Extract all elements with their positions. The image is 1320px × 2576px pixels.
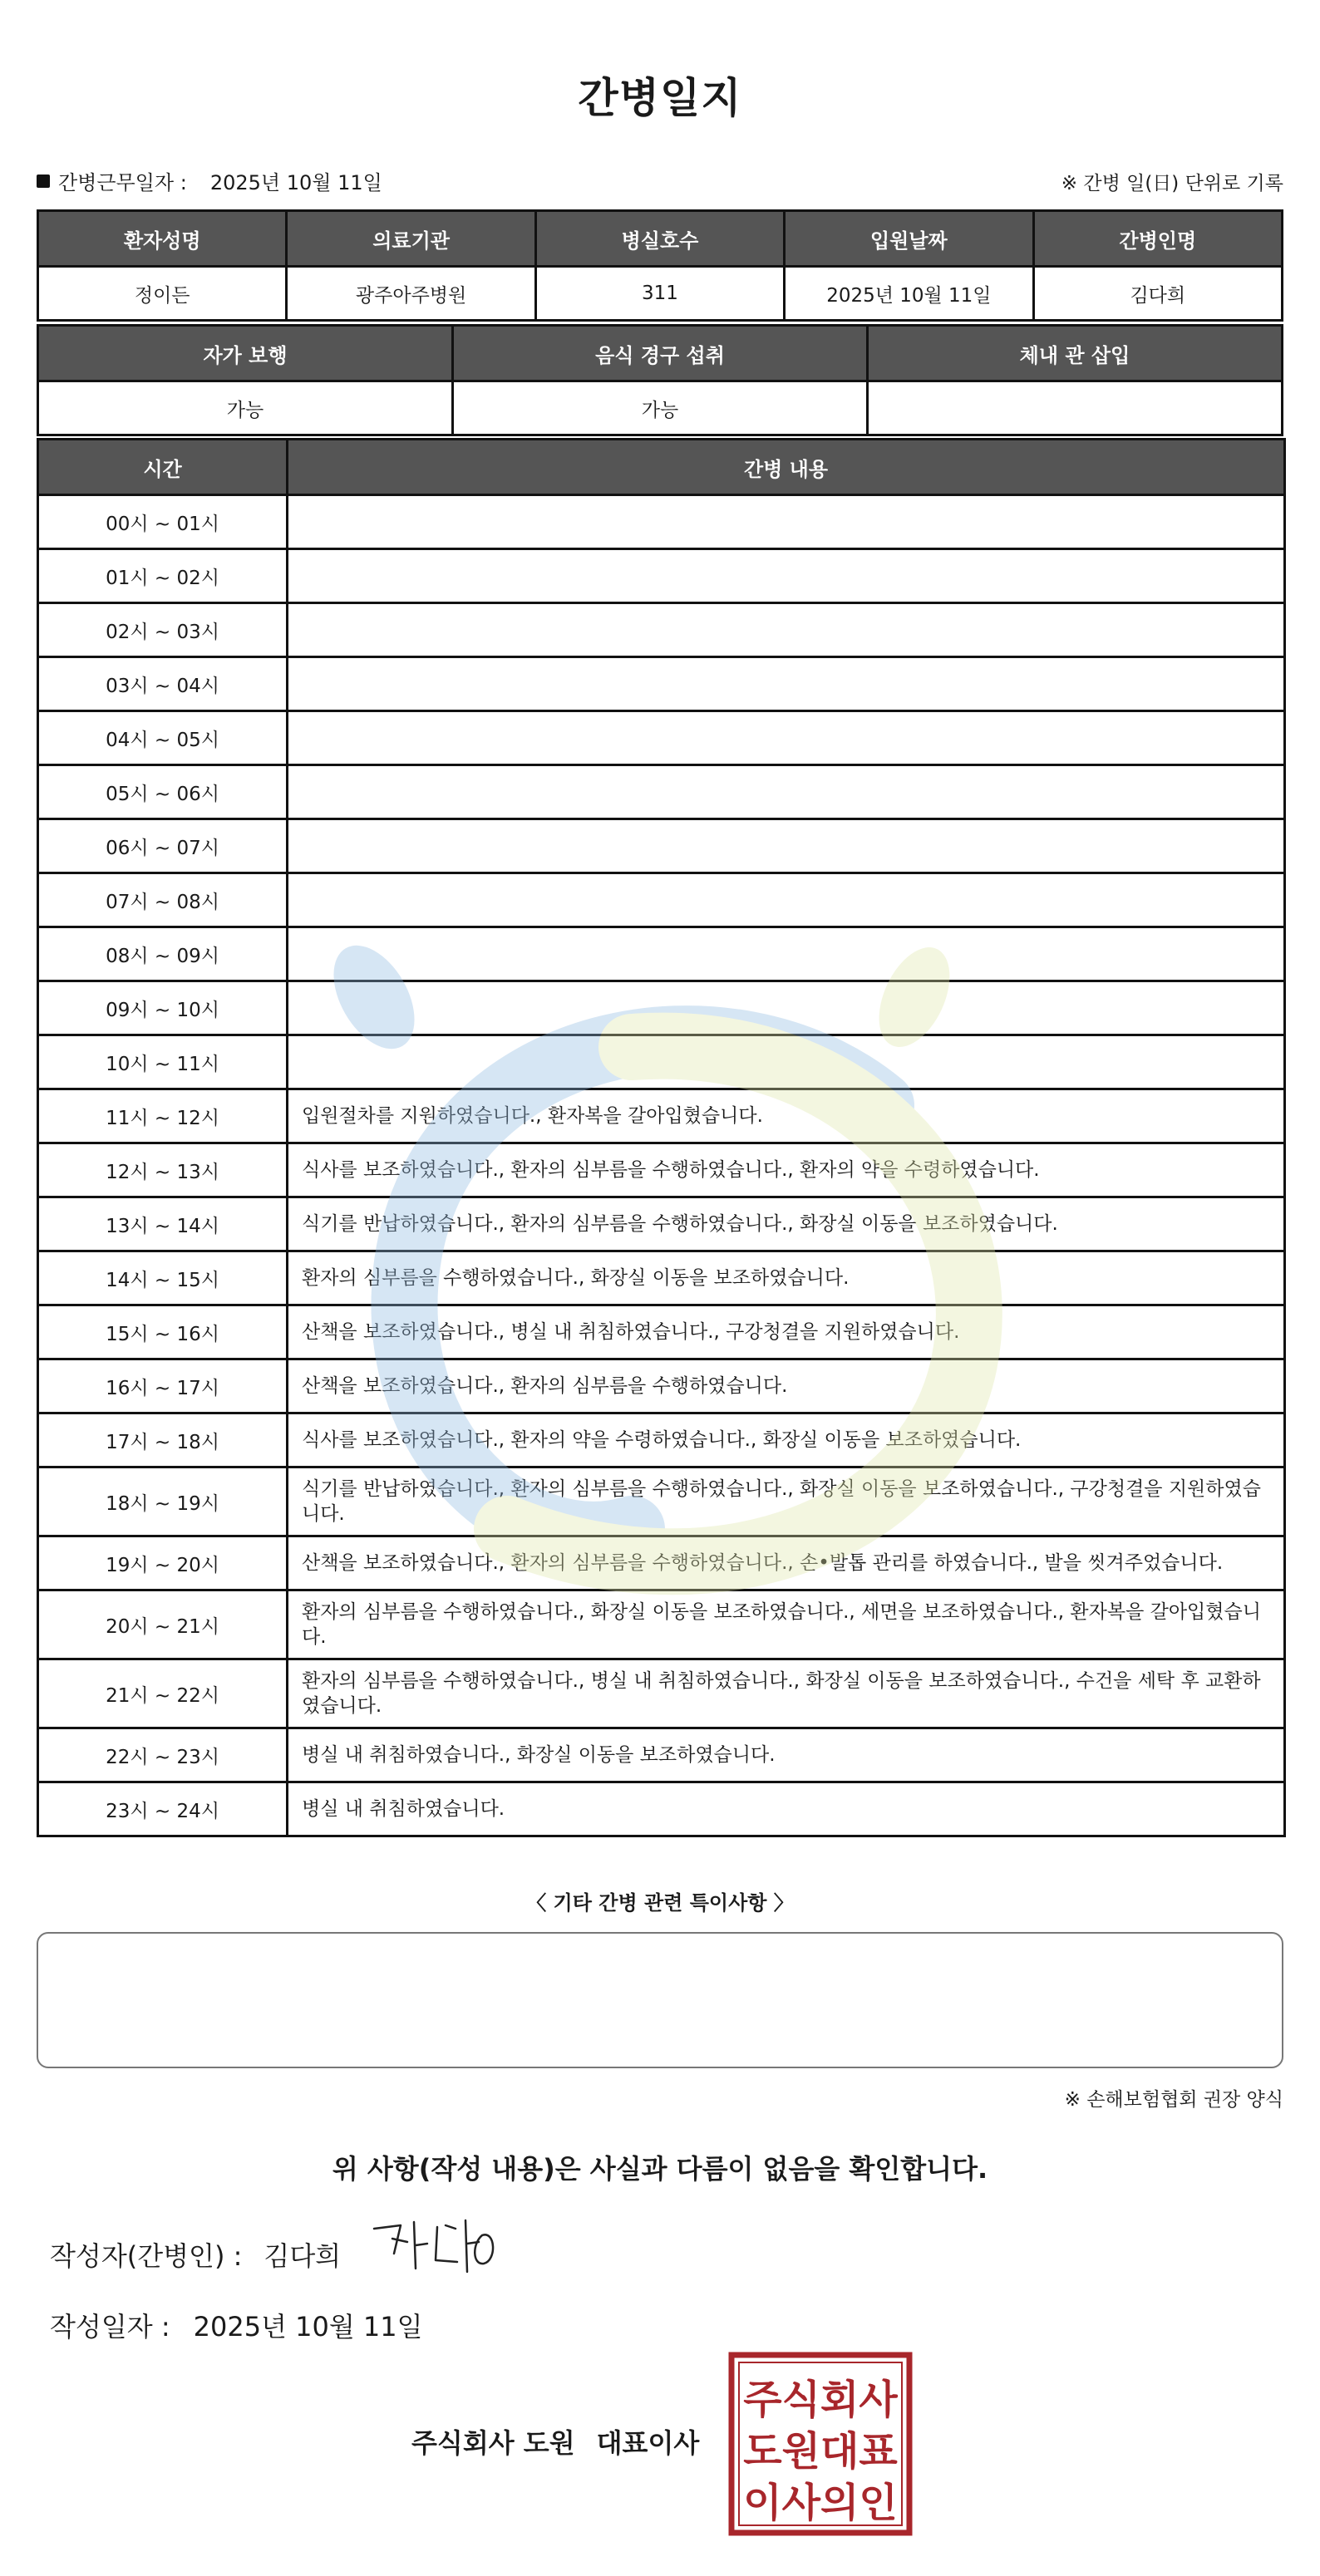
time-cell: 14시 ~ 15시	[38, 1251, 288, 1305]
caregiver-name: 김다희	[1033, 267, 1282, 321]
square-bullet-icon	[37, 175, 50, 188]
table-row	[38, 1143, 1285, 1197]
care-note-cell	[288, 873, 1285, 927]
care-note-cell: 병실 내 취침하였습니다.	[288, 1782, 1285, 1836]
table-row	[38, 1782, 1285, 1836]
time-cell: 16시 ~ 17시	[38, 1359, 288, 1413]
special-notes-box	[37, 1932, 1283, 2068]
table-row	[38, 1467, 1285, 1536]
header-walking: 자가 보행	[38, 326, 453, 381]
written-date-row	[50, 2306, 423, 2344]
table-row	[38, 1536, 1285, 1590]
time-cell: 08시 ~ 09시	[38, 927, 288, 981]
work-date-row	[37, 166, 382, 195]
tube-value	[868, 381, 1283, 435]
time-cell: 12시 ~ 13시	[38, 1143, 288, 1197]
insurance-note: ※ 손해보험협회 권장 양식	[1064, 2089, 1283, 2111]
table-row	[38, 819, 1285, 873]
time-cell: 18시 ~ 19시	[38, 1467, 288, 1536]
seal-line-1: 주식회사	[743, 2377, 898, 2423]
table-row	[38, 711, 1285, 765]
header-caregiver: 간병인명	[1033, 211, 1282, 267]
time-cell: 02시 ~ 03시	[38, 603, 288, 657]
care-note-cell	[288, 603, 1285, 657]
time-cell: 06시 ~ 07시	[38, 819, 288, 873]
care-note-cell	[288, 927, 1285, 981]
unit-note: ※ 간병 일(日) 단위로 기록	[1061, 173, 1283, 194]
time-cell: 04시 ~ 05시	[38, 711, 288, 765]
table-row	[38, 1359, 1285, 1413]
table-row	[38, 495, 1285, 549]
time-cell: 11시 ~ 12시	[38, 1089, 288, 1143]
care-note-cell	[288, 711, 1285, 765]
ability-table	[37, 324, 1283, 436]
care-note-cell: 식기를 반납하였습니다., 환자의 심부름을 수행하였습니다., 화장실 이동을 보조하였습니다.	[288, 1197, 1285, 1251]
time-cell: 20시 ~ 21시	[38, 1590, 288, 1659]
work-date-label: 간병근무일자 :	[58, 171, 187, 194]
company-row	[411, 2422, 699, 2460]
care-note-cell: 식사를 보조하였습니다., 환자의 심부름을 수행하였습니다., 환자의 약을 수령하였습니다.	[288, 1143, 1285, 1197]
table-row	[38, 1197, 1285, 1251]
time-cell: 23시 ~ 24시	[38, 1782, 288, 1836]
written-date-label: 작성일자 :	[50, 2311, 170, 2342]
time-cell: 22시 ~ 23시	[38, 1728, 288, 1782]
header-hospital: 의료기관	[287, 211, 535, 267]
care-log-table	[37, 438, 1286, 1837]
room-number: 311	[535, 267, 784, 321]
care-note-cell: 식기를 반납하였습니다., 환자의 심부름을 수행하였습니다., 화장실 이동을 보조하였습니다., 구강청결을 지원하였습니다.	[288, 1467, 1285, 1536]
header-room: 병실호수	[535, 211, 784, 267]
table-row	[38, 657, 1285, 711]
patient-name: 정이든	[38, 267, 287, 321]
table-row	[38, 1251, 1285, 1305]
time-cell: 05시 ~ 06시	[38, 765, 288, 819]
table-row	[38, 981, 1285, 1035]
writer-name: 김다희	[264, 2240, 342, 2272]
care-note-cell: 산책을 보조하였습니다., 환자의 심부름을 수행하였습니다.	[288, 1359, 1285, 1413]
care-note-cell	[288, 549, 1285, 603]
table-row	[38, 1305, 1285, 1359]
company-seal-stamp	[728, 2352, 913, 2536]
care-note-cell: 산책을 보조하였습니다., 환자의 심부름을 수행하였습니다., 손•발톱 관리를 하였습니다., 발을 씻겨주었습니다.	[288, 1536, 1285, 1590]
company-name: 주식회사 도원	[411, 2427, 575, 2459]
header-admit-date: 입원날짜	[785, 211, 1033, 267]
handwritten-signature	[366, 2210, 507, 2285]
care-note-cell: 식사를 보조하였습니다., 환자의 약을 수령하였습니다., 화장실 이동을 보조하였습니다.	[288, 1413, 1285, 1467]
time-cell: 01시 ~ 02시	[38, 549, 288, 603]
care-note-cell	[288, 495, 1285, 549]
special-notes-title: 〈 기타 간병 관련 특이사항 〉	[526, 1891, 794, 1915]
seal-line-3: 이사의인	[743, 2480, 898, 2526]
table-row	[38, 1089, 1285, 1143]
confirm-statement: 위 사항(작성 내용)은 사실과 다름이 없음을 확인합니다.	[332, 2153, 988, 2185]
table-row	[38, 603, 1285, 657]
table-row	[38, 1413, 1285, 1467]
care-note-cell	[288, 765, 1285, 819]
table-row	[38, 1590, 1285, 1659]
table-row	[38, 549, 1285, 603]
care-note-cell: 병실 내 취침하였습니다., 화장실 이동을 보조하였습니다.	[288, 1728, 1285, 1782]
care-note-cell	[288, 819, 1285, 873]
table-row	[38, 873, 1285, 927]
table-row	[38, 1728, 1285, 1782]
header-care-content: 간병 내용	[288, 440, 1285, 495]
seal-line-2: 도원대표	[743, 2428, 898, 2475]
company-ceo-title: 대표이사	[596, 2427, 700, 2459]
oral-intake-value: 가능	[453, 381, 868, 435]
header-oral-intake: 음식 경구 섭취	[453, 326, 868, 381]
table-row	[38, 927, 1285, 981]
time-cell: 21시 ~ 22시	[38, 1659, 288, 1728]
work-date-value: 2025년 10월 11일	[209, 171, 382, 194]
care-note-cell	[288, 657, 1285, 711]
writer-row	[50, 2235, 341, 2274]
hospital-name: 광주아주병원	[287, 267, 535, 321]
walking-value: 가능	[38, 381, 453, 435]
writer-label: 작성자(간병인) :	[50, 2240, 243, 2272]
time-cell: 17시 ~ 18시	[38, 1413, 288, 1467]
header-tube: 체내 관 삽입	[868, 326, 1283, 381]
care-note-cell: 환자의 심부름을 수행하였습니다., 화장실 이동을 보조하였습니다., 세면을 보조하였습니다., 환자복을 갈아입혔습니다.	[288, 1590, 1285, 1659]
time-cell: 09시 ~ 10시	[38, 981, 288, 1035]
care-note-cell: 산책을 보조하였습니다., 병실 내 취침하였습니다., 구강청결을 지원하였습니다.	[288, 1305, 1285, 1359]
document-title: 간병일지	[578, 74, 742, 122]
care-note-cell	[288, 1035, 1285, 1089]
table-row	[38, 765, 1285, 819]
header-time: 시간	[38, 440, 288, 495]
admit-date: 2025년 10월 11일	[785, 267, 1033, 321]
time-cell: 19시 ~ 20시	[38, 1536, 288, 1590]
header-patient-name: 환자성명	[38, 211, 287, 267]
time-cell: 07시 ~ 08시	[38, 873, 288, 927]
care-note-cell	[288, 981, 1285, 1035]
written-date-value: 2025년 10월 11일	[193, 2311, 423, 2342]
time-cell: 15시 ~ 16시	[38, 1305, 288, 1359]
care-note-cell: 환자의 심부름을 수행하였습니다., 화장실 이동을 보조하였습니다.	[288, 1251, 1285, 1305]
time-cell: 00시 ~ 01시	[38, 495, 288, 549]
table-row	[38, 1659, 1285, 1728]
time-cell: 03시 ~ 04시	[38, 657, 288, 711]
care-note-cell: 입원절차를 지원하였습니다., 환자복을 갈아입혔습니다.	[288, 1089, 1285, 1143]
care-note-cell: 환자의 심부름을 수행하였습니다., 병실 내 취침하였습니다., 화장실 이동을 보조하였습니다., 수건을 세탁 후 교환하였습니다.	[288, 1659, 1285, 1728]
time-cell: 13시 ~ 14시	[38, 1197, 288, 1251]
table-row	[38, 1035, 1285, 1089]
time-cell: 10시 ~ 11시	[38, 1035, 288, 1089]
patient-info-table	[37, 209, 1283, 322]
